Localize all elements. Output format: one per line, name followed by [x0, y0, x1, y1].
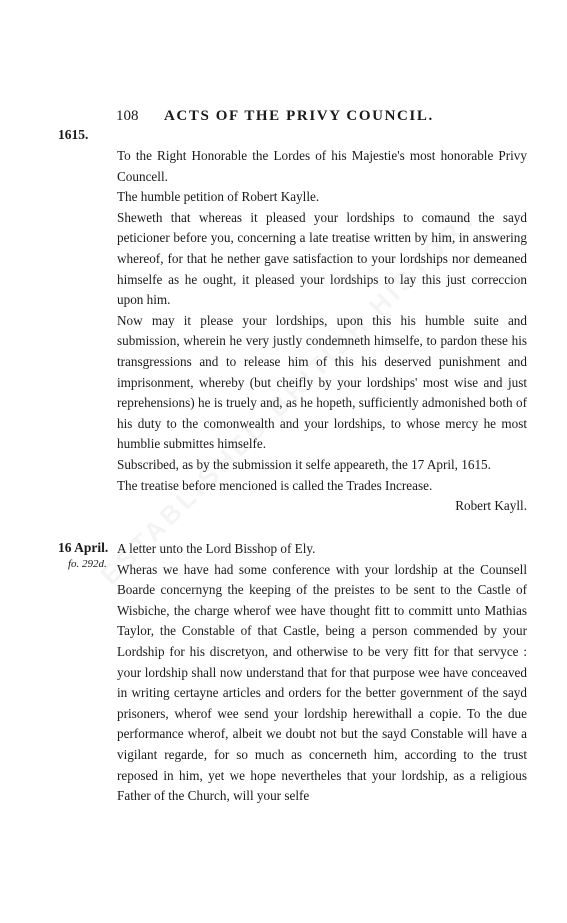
running-title: ACTS OF THE PRIVY COUNCIL.	[164, 108, 434, 124]
margin-date: 16 April.	[58, 540, 109, 555]
petition-block	[117, 146, 527, 517]
letter-block	[117, 539, 527, 807]
margin-year: 1615.	[58, 127, 89, 142]
margin-folio: fo. 292d.	[68, 558, 107, 570]
petition-signature: Robert Kayll.	[455, 498, 527, 514]
letter-paragraph-1: Wheras we have had some conference with your lordship at the Counsell Boarde concernyng the keeping of the preistes to be sent to the Castle of Wisbiche, the charge wherof wee have thought fitt to committ unto Mathias Taylor, the Constable of that Castle, being a person commended by your Lordship for his discretyon, and otherwise to be very fitt for that servyce : your lordship shall now understand that for that purpose wee have conceaved in writing certayne articles and orders for the better government of the sayd prisoners, wherof wee send your lordship herewithall a copie. To the due performance wherof, albeit we doubt not but the sayd Constable will have a vigilant regarde, for so much as concerneth him, according to the trust reposed in him, yet we hope nevertheles that your lordship, as a religious Father of the Church, will your selfe	[117, 561, 527, 804]
letter-heading: A letter unto the Lord Bisshop of Ely.	[117, 541, 316, 556]
petition-paragraph-2: Now may it please your lordships, upon this his humble suite and submission, wherein he very justly condemneth himselfe, to pardon these his transgressions and to release him of this his deserved punishment and imprisonment, whereby (but cheifly by your lordships' most wise and just reprehensions) he is truely and, as he hopeth, sufficiently admonished both of his duty to the comonwealth and your lordships, to whose mercy he most humblie submittes himselfe.	[117, 312, 527, 452]
petition-paragraph-1: Sheweth that whereas it pleased your lordships to comaund the sayd peticioner before you, concerning a late treatise written by him, in answering whereof, for that he nether gave satisfaction to your lordships nor demeaned himselfe as he ought, it pleased your lordships to lay this just correccion upon him.	[117, 209, 527, 308]
petition-heading: The humble petition of Robert Kaylle.	[117, 189, 320, 205]
page-number: 108	[116, 108, 139, 124]
petition-address: To the Right Honorable the Lordes of his Majestie's most honorable Privy Councell.	[117, 148, 527, 184]
petition-subscribed: Subscribed, as by the submission it selfe appeareth, the 17 April, 1615.	[117, 456, 491, 472]
petition-note: The treatise before mencioned is called the Trades Increase.	[117, 477, 433, 493]
